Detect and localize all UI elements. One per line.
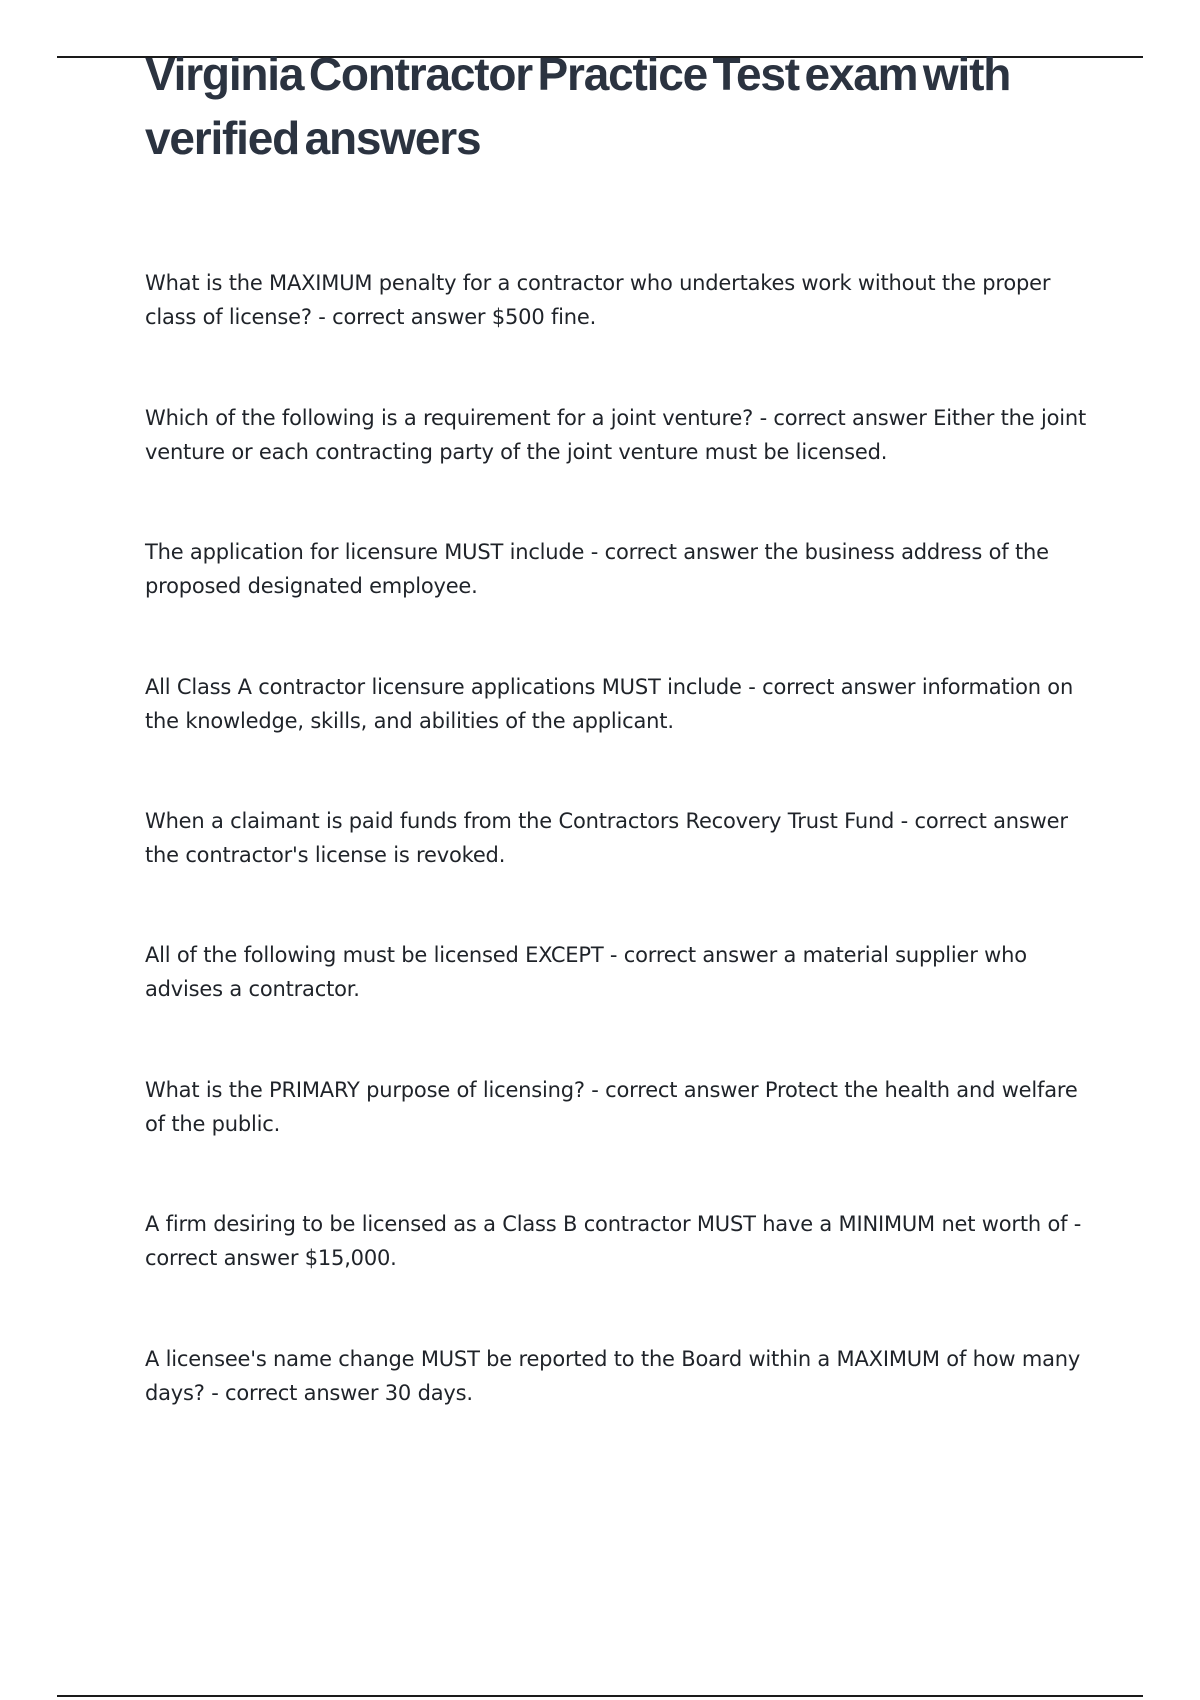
qa-item-8: A firm desiring to be licensed as a Class B contractor MUST have a MINIMUM net worth of - correct answer $15,000. [145, 1212, 1082, 1270]
document-title: Virginia Contractor Practice Test exam with verified answers [145, 48, 1011, 164]
qa-item-5: When a claimant is paid funds from the Contractors Recovery Trust Fund - correct answer the contractor's license is revoked. [145, 809, 1068, 867]
qa-item-3: The application for licensure MUST include - correct answer the business address of the proposed designated employee. [145, 540, 1049, 598]
qa-item-6: All of the following must be licensed EXCEPT - correct answer a material supplier who advises a contractor. [145, 943, 1027, 1001]
qa-item-2: Which of the following is a requirement for a joint venture? - correct answer Either the joint venture or each contracting party of the joint venture must be licensed. [145, 406, 1087, 464]
qa-item-4: All Class A contractor licensure applications MUST include - correct answer information on the knowledge, skills, and abilities of the applicant. [145, 675, 1074, 733]
qa-item-1: What is the MAXIMUM penalty for a contractor who undertakes work without the proper class of license? - correct answer $500 fine. [145, 271, 1051, 329]
qa-item-7: What is the PRIMARY purpose of licensing? - correct answer Protect the health and welfare of the public. [145, 1078, 1078, 1136]
qa-item-9: A licensee's name change MUST be reported to the Board within a MAXIMUM of how many days? - correct answer 30 days. [145, 1347, 1081, 1405]
bottom-rule [57, 1695, 1143, 1697]
